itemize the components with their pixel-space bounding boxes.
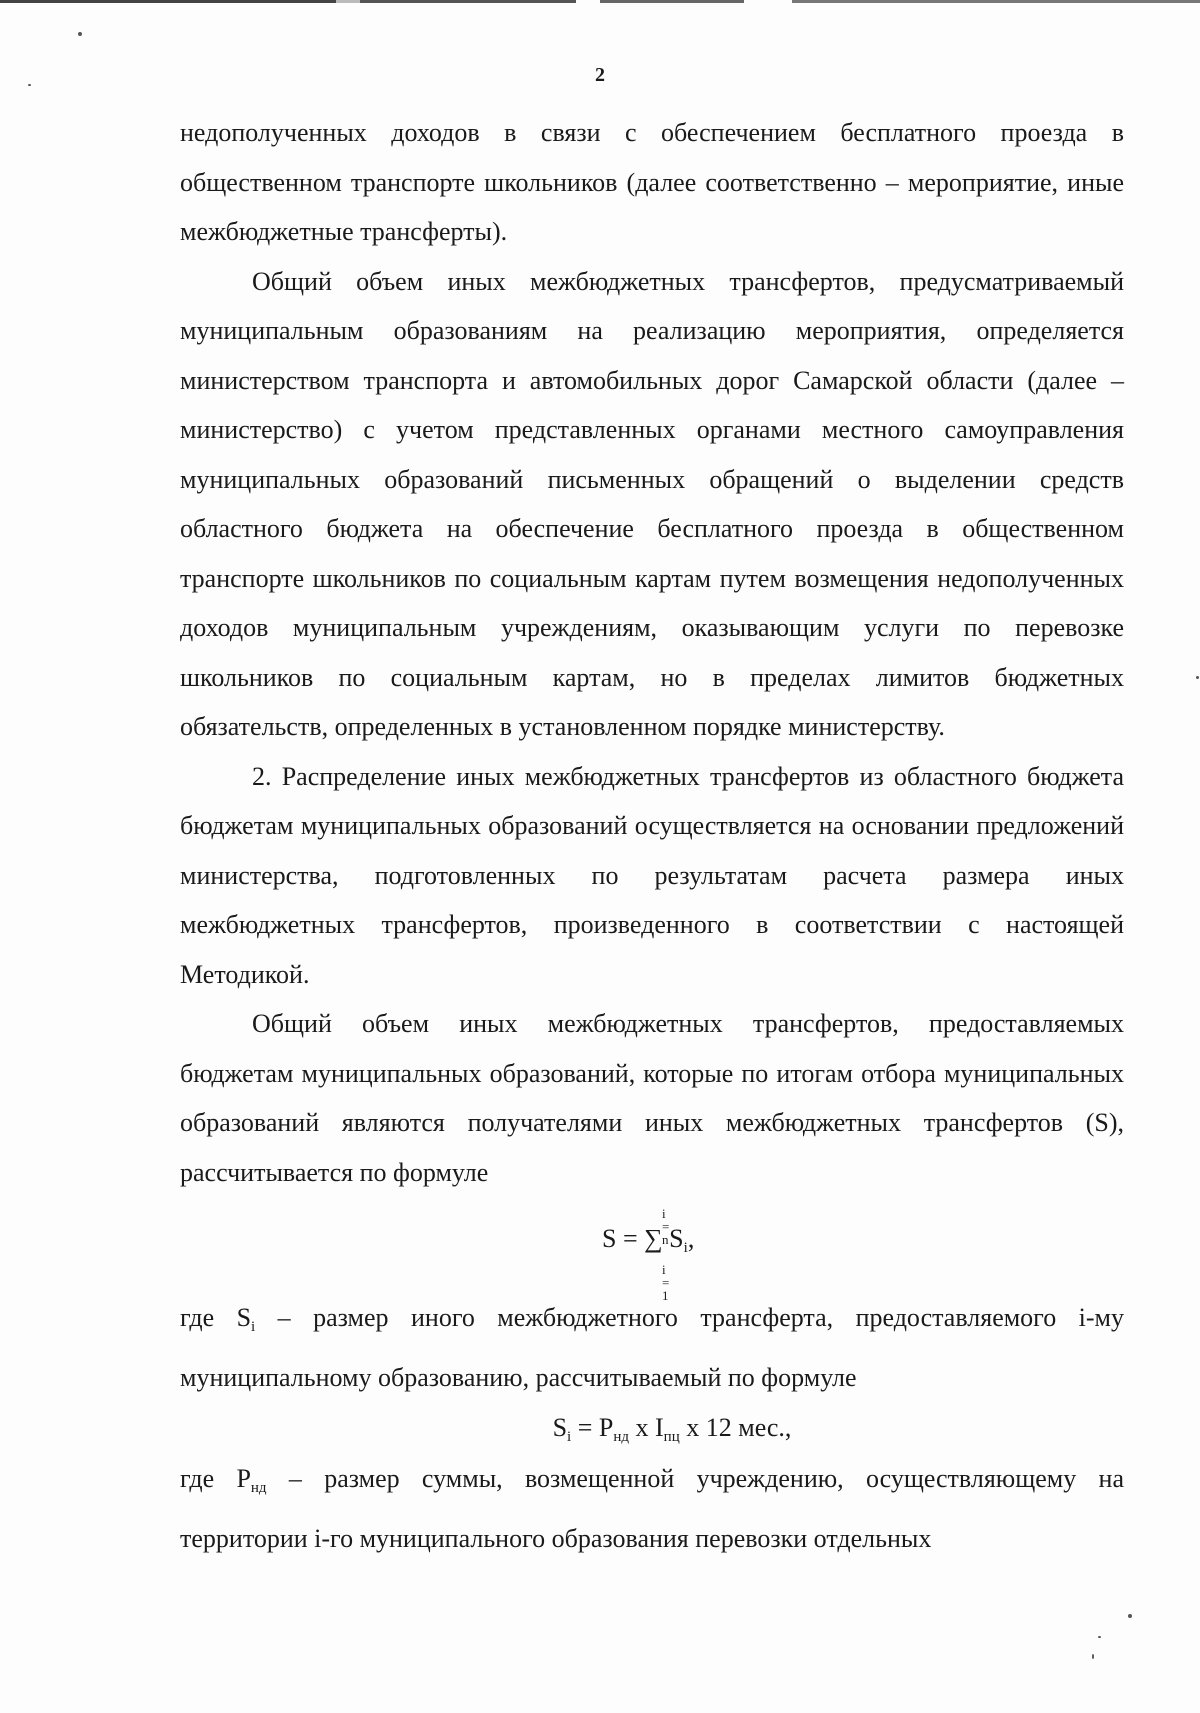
sum-expression: [602, 1219, 694, 1268]
p-subscript: нд: [613, 1429, 629, 1445]
scan-speck: [1128, 1614, 1132, 1618]
paragraph-total-volume: Общий объем иных межбюджетных трансфертов, предусматриваемый муниципальным образованиям на реализацию мероприятия, определяется министерством транспорта и автомобильных дорог Самарской области (далее – министерство) с учетом представленных органами местного самоуправления муниципальных образований письменных обращений о выделении средств областного бюджета на обеспечение бесплатного проезда в общественном транспорте школьников по социальным картам путем возмещения недополученных доходов муниципальным учреждениям, оказывающим услуги по перевозке школьников по социальным картам, но в пределах лимитов бюджетных обязательств, определенных в установленном порядке министерству.: [180, 266, 1124, 741]
p-def-subscript: нд: [250, 1480, 267, 1496]
paragraph-p-definition: [180, 1454, 1124, 1563]
sigma-symbol: ∑: [644, 1224, 663, 1253]
scan-speck: [1092, 1654, 1094, 1659]
scan-speck: [1098, 1636, 1101, 1638]
sum-term-subscript: i: [683, 1240, 688, 1256]
formula-sum: [180, 1197, 1124, 1303]
page-number: 2: [595, 64, 605, 86]
paragraph-formula-intro: Общий объем иных межбюджетных трансфертов, предоставляемых бюджетам муниципальных образований, которые по итогам отбора муниципальных образований являются получателями иных межбюджетных трансфертов (S), рассчитывается по формуле: [180, 1009, 1124, 1187]
si-times-i: x I: [629, 1413, 664, 1442]
sum-lhs: S =: [602, 1224, 645, 1253]
si-subscript: i: [567, 1429, 572, 1445]
si-symbol: S: [552, 1413, 568, 1442]
si-def-text: – размер иного межбюджетного трансферта, предоставляемого i-му муниципальному образованию, рассчитываемый по формуле: [180, 1303, 1124, 1392]
si-def-prefix: где S: [180, 1303, 252, 1332]
scan-speck: [78, 32, 82, 36]
scan-speck: [1196, 676, 1199, 679]
si-tail: x 12 мес.,: [679, 1413, 792, 1442]
p-def-prefix: где P: [180, 1464, 251, 1493]
paragraph-continuation: недополученных доходов в связи с обеспечением бесплатного проезда в общественном транспорте школьников (далее соответственно – мероприятие, иные межбюджетные трансферты).: [180, 118, 1124, 246]
i-subscript: пц: [663, 1429, 680, 1445]
sum-trail: ,: [687, 1224, 695, 1253]
paragraph-distribution: 2. Распределение иных межбюджетных трансфертов из областного бюджета бюджетам муниципальных образований осуществляется на основании предложений министерства, подготовленных по результатам расчета размера иных межбюджетных трансфертов, произведенного в соответствии с настоящей Методикой.: [180, 761, 1124, 989]
sum-upper-limit: i = n: [662, 1206, 670, 1247]
scan-top-edge: [0, 0, 1200, 3]
si-equals-p: = P: [571, 1413, 614, 1442]
paragraph-si-definition: [180, 1293, 1124, 1402]
p-def-text: – размер суммы, возмещенной учреждению, осуществляющему на территории i-го муниципального образования перевозки отдельных: [180, 1464, 1124, 1553]
document-body: [180, 108, 1124, 1563]
sum-term: S: [669, 1224, 684, 1253]
scan-speck: [28, 84, 31, 86]
si-def-subscript: i: [251, 1319, 256, 1335]
sum-lower-limit: i = 1: [662, 1262, 670, 1303]
formula-si: [180, 1402, 1124, 1454]
